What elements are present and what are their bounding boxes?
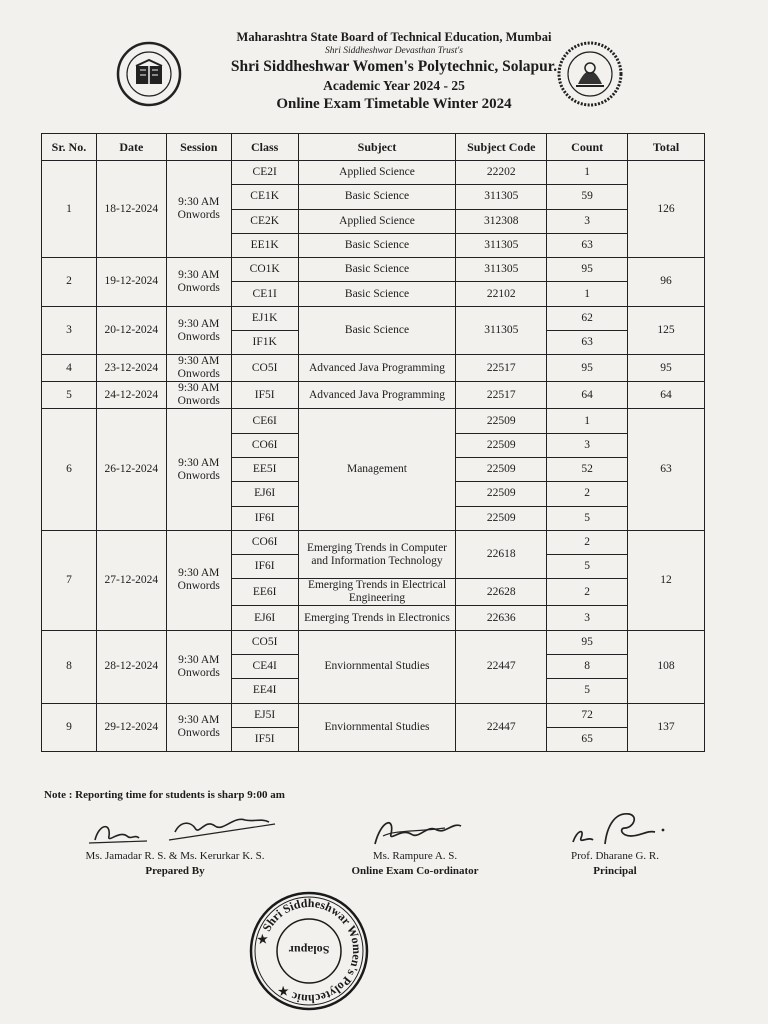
- total-cell: 95: [628, 355, 705, 382]
- sr-no-cell: 4: [42, 355, 97, 382]
- table-row: [42, 382, 705, 409]
- code-cell: 22636: [456, 606, 547, 630]
- class-cell: CE2K: [231, 209, 298, 233]
- count-cell: 95: [547, 355, 628, 382]
- total-cell: 125: [628, 306, 705, 355]
- date-cell: 28-12-2024: [96, 630, 166, 703]
- svg-text:Solapur: Solapur: [288, 943, 330, 957]
- class-cell: CE2I: [231, 161, 298, 185]
- subject-cell: Basic Science: [298, 233, 456, 257]
- code-cell: 22628: [456, 579, 547, 606]
- code-cell: 22509: [456, 482, 547, 506]
- table-row: [42, 355, 705, 382]
- sr-no-cell: 5: [42, 382, 97, 409]
- session-cell: 9:30 AM Onwords: [166, 161, 231, 258]
- prepared-by-label: Prepared By: [145, 865, 205, 877]
- count-cell: 62: [547, 306, 628, 330]
- class-cell: IF5I: [231, 382, 298, 409]
- principal-label: Principal: [593, 865, 637, 877]
- code-cell: 22509: [456, 506, 547, 530]
- code-cell: 22447: [456, 703, 547, 752]
- subject-cell: Basic Science: [298, 185, 456, 209]
- handwritten-signature-icon: [355, 810, 475, 850]
- class-cell: CE4I: [231, 655, 298, 679]
- class-cell: EE5I: [231, 457, 298, 481]
- total-cell: 96: [628, 258, 705, 307]
- subject-cell: Basic Science: [298, 306, 456, 355]
- column-header: Subject Code: [456, 134, 547, 161]
- count-cell: 3: [547, 606, 628, 630]
- subject-cell: Applied Science: [298, 209, 456, 233]
- count-cell: 59: [547, 185, 628, 209]
- count-cell: 5: [547, 679, 628, 703]
- prepared-by-signature: [52, 810, 298, 877]
- subject-cell: Enviornmental Studies: [298, 703, 456, 752]
- table-row: [42, 409, 705, 433]
- class-cell: EJ6I: [231, 606, 298, 630]
- code-cell: 22517: [456, 355, 547, 382]
- class-cell: EE6I: [231, 579, 298, 606]
- count-cell: 1: [547, 409, 628, 433]
- class-cell: CE1I: [231, 282, 298, 306]
- sr-no-cell: 6: [42, 409, 97, 530]
- subject-cell: Emerging Trends in Electrical Engineering: [298, 579, 456, 606]
- count-cell: 5: [547, 506, 628, 530]
- code-cell: 311305: [456, 185, 547, 209]
- code-cell: 22509: [456, 409, 547, 433]
- table-row: [42, 258, 705, 282]
- class-cell: EJ5I: [231, 703, 298, 727]
- coordinator-name: Ms. Rampure A. S.: [372, 850, 458, 862]
- session-cell: 9:30 AM Onwords: [166, 355, 231, 382]
- count-cell: 52: [547, 457, 628, 481]
- class-cell: CE1K: [231, 185, 298, 209]
- class-cell: CO5I: [231, 355, 298, 382]
- session-cell: 9:30 AM Onwords: [166, 409, 231, 530]
- class-cell: EJ1K: [231, 306, 298, 330]
- date-cell: 19-12-2024: [96, 258, 166, 307]
- count-cell: 63: [547, 331, 628, 355]
- date-cell: 26-12-2024: [96, 409, 166, 530]
- date-cell: 18-12-2024: [96, 161, 166, 258]
- reporting-note: Note : Reporting time for students is sharp 9:00 am: [44, 789, 285, 801]
- handwritten-signature-icon: [65, 810, 285, 850]
- class-cell: IF6I: [231, 555, 298, 579]
- subject-cell: Basic Science: [298, 282, 456, 306]
- column-header: Sr. No.: [42, 134, 97, 161]
- sr-no-cell: 3: [42, 306, 97, 355]
- date-cell: 20-12-2024: [96, 306, 166, 355]
- exam-title: Online Exam Timetable Winter 2024: [276, 96, 512, 112]
- subject-cell: Advanced Java Programming: [298, 355, 456, 382]
- principal-signature: [540, 806, 690, 877]
- date-cell: 23-12-2024: [96, 355, 166, 382]
- code-cell: 22102: [456, 282, 547, 306]
- count-cell: 64: [547, 382, 628, 409]
- subject-cell: Basic Science: [298, 258, 456, 282]
- table-row: [42, 703, 705, 727]
- timetable: [41, 133, 705, 752]
- class-cell: CO1K: [231, 258, 298, 282]
- count-cell: 2: [547, 530, 628, 554]
- session-cell: 9:30 AM Onwords: [166, 382, 231, 409]
- count-cell: 1: [547, 282, 628, 306]
- total-cell: 64: [628, 382, 705, 409]
- class-cell: CO6I: [231, 530, 298, 554]
- column-header: Total: [628, 134, 705, 161]
- board-name: Maharashtra State Board of Technical Education, Mumbai: [236, 30, 552, 44]
- sr-no-cell: 1: [42, 161, 97, 258]
- class-cell: CO5I: [231, 630, 298, 654]
- table-row: [42, 630, 705, 654]
- sr-no-cell: 8: [42, 630, 97, 703]
- session-cell: 9:30 AM Onwords: [166, 258, 231, 307]
- table-row: [42, 530, 705, 554]
- svg-text:★ Shri Siddheshwar Women's Pol: ★ Shri Siddheshwar Women's Polytechnic ★: [254, 895, 365, 1007]
- count-cell: 3: [547, 433, 628, 457]
- column-header: Session: [166, 134, 231, 161]
- count-cell: 63: [547, 233, 628, 257]
- table-row: [42, 161, 705, 185]
- table-row: [42, 306, 705, 330]
- class-cell: EE4I: [231, 679, 298, 703]
- date-cell: 24-12-2024: [96, 382, 166, 409]
- sr-no-cell: 2: [42, 258, 97, 307]
- class-cell: IF5I: [231, 727, 298, 751]
- count-cell: 8: [547, 655, 628, 679]
- date-cell: 27-12-2024: [96, 530, 166, 630]
- class-cell: EJ6I: [231, 482, 298, 506]
- session-cell: 9:30 AM Onwords: [166, 306, 231, 355]
- subject-cell: Management: [298, 409, 456, 530]
- institution-seal-icon: [248, 890, 370, 1012]
- subject-cell: Emerging Trends in Computer and Information Technology: [298, 530, 456, 579]
- code-cell: 22202: [456, 161, 547, 185]
- trust-name: Shri Siddheshwar Devasthan Trust's: [325, 46, 463, 56]
- count-cell: 2: [547, 579, 628, 606]
- count-cell: 95: [547, 258, 628, 282]
- total-cell: 137: [628, 703, 705, 752]
- session-cell: 9:30 AM Onwords: [166, 630, 231, 703]
- total-cell: 108: [628, 630, 705, 703]
- code-cell: 311305: [456, 258, 547, 282]
- column-header: Date: [96, 134, 166, 161]
- column-header: Count: [547, 134, 628, 161]
- session-cell: 9:30 AM Onwords: [166, 703, 231, 752]
- code-cell: 311305: [456, 306, 547, 355]
- prepared-by-names: Ms. Jamadar R. S. & Ms. Kerurkar K. S.: [85, 850, 265, 862]
- sr-no-cell: 7: [42, 530, 97, 630]
- principal-name: Prof. Dharane G. R.: [571, 850, 659, 862]
- class-cell: IF1K: [231, 331, 298, 355]
- coordinator-label: Online Exam Co-ordinator: [351, 865, 479, 877]
- class-cell: EE1K: [231, 233, 298, 257]
- code-cell: 22509: [456, 457, 547, 481]
- code-cell: 312308: [456, 209, 547, 233]
- count-cell: 65: [547, 727, 628, 751]
- college-name: Shri Siddheshwar Women's Polytechnic, Solapur.: [230, 58, 558, 75]
- code-cell: 311305: [456, 233, 547, 257]
- class-cell: CE6I: [231, 409, 298, 433]
- code-cell: 22517: [456, 382, 547, 409]
- class-cell: CO6I: [231, 433, 298, 457]
- total-cell: 12: [628, 530, 705, 630]
- column-header: Subject: [298, 134, 456, 161]
- session-cell: 9:30 AM Onwords: [166, 530, 231, 630]
- code-cell: 22509: [456, 433, 547, 457]
- column-header: Class: [231, 134, 298, 161]
- count-cell: 1: [547, 161, 628, 185]
- subject-cell: Enviornmental Studies: [298, 630, 456, 703]
- coordinator-signature: [330, 810, 500, 877]
- handwritten-signature-icon: [555, 806, 675, 850]
- total-cell: 63: [628, 409, 705, 530]
- total-cell: 126: [628, 161, 705, 258]
- subject-cell: Emerging Trends in Electronics: [298, 606, 456, 630]
- count-cell: 5: [547, 555, 628, 579]
- academic-year: Academic Year 2024 - 25: [323, 78, 465, 93]
- sr-no-cell: 9: [42, 703, 97, 752]
- count-cell: 72: [547, 703, 628, 727]
- count-cell: 3: [547, 209, 628, 233]
- class-cell: IF6I: [231, 506, 298, 530]
- code-cell: 22618: [456, 530, 547, 579]
- code-cell: 22447: [456, 630, 547, 703]
- subject-cell: Advanced Java Programming: [298, 382, 456, 409]
- count-cell: 95: [547, 630, 628, 654]
- document-header: [0, 30, 768, 113]
- table-header-row: [42, 134, 705, 161]
- subject-cell: Applied Science: [298, 161, 456, 185]
- count-cell: 2: [547, 482, 628, 506]
- date-cell: 29-12-2024: [96, 703, 166, 752]
